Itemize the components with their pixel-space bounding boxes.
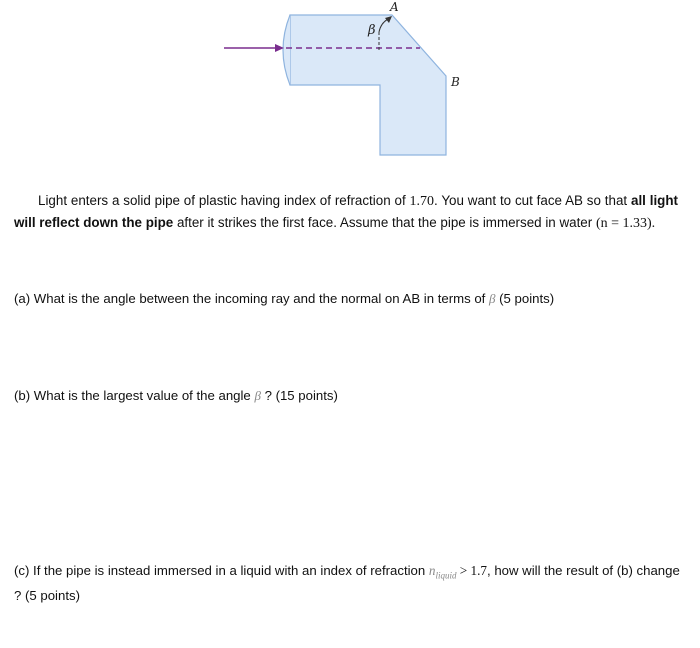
question-b: (b) What is the largest value of the angle β ? (15 points) [14,388,338,403]
comparison: > 1.7 [456,563,487,578]
emphasis-text: all light will reflect down the pipe [14,193,678,230]
beta-symbol: β [254,388,261,403]
water-index: (n = 1.33). [595,216,656,231]
question-a: (a) What is the angle between the incoming ray and the normal on AB in terms of β (5 points) [14,291,555,306]
question-c: (c) If the pipe is instead immersed in a liquid with an index of refraction $n_{liquid} > 1.7$, how will the result of (b) change ? (5 points) [14,563,680,603]
problem-statement: Light enters a solid pipe of plastic having index of refraction of 1.70. You want to cut face AB so that all light will reflect down the pipe after it strikes the first face. Assume that the pipe is immersed in water (n = 1.33). [14,193,678,231]
pipe-entrance-face [283,15,290,85]
label-b: B [451,75,460,89]
beta-symbol: β [489,291,496,306]
pipe-diagram [220,0,460,160]
label-beta: β [368,23,376,38]
label-a: A [390,0,399,14]
n-plastic-value: 1.70 [409,194,435,209]
n-liquid-symbol: $n_{liquid}$ [428,563,457,581]
